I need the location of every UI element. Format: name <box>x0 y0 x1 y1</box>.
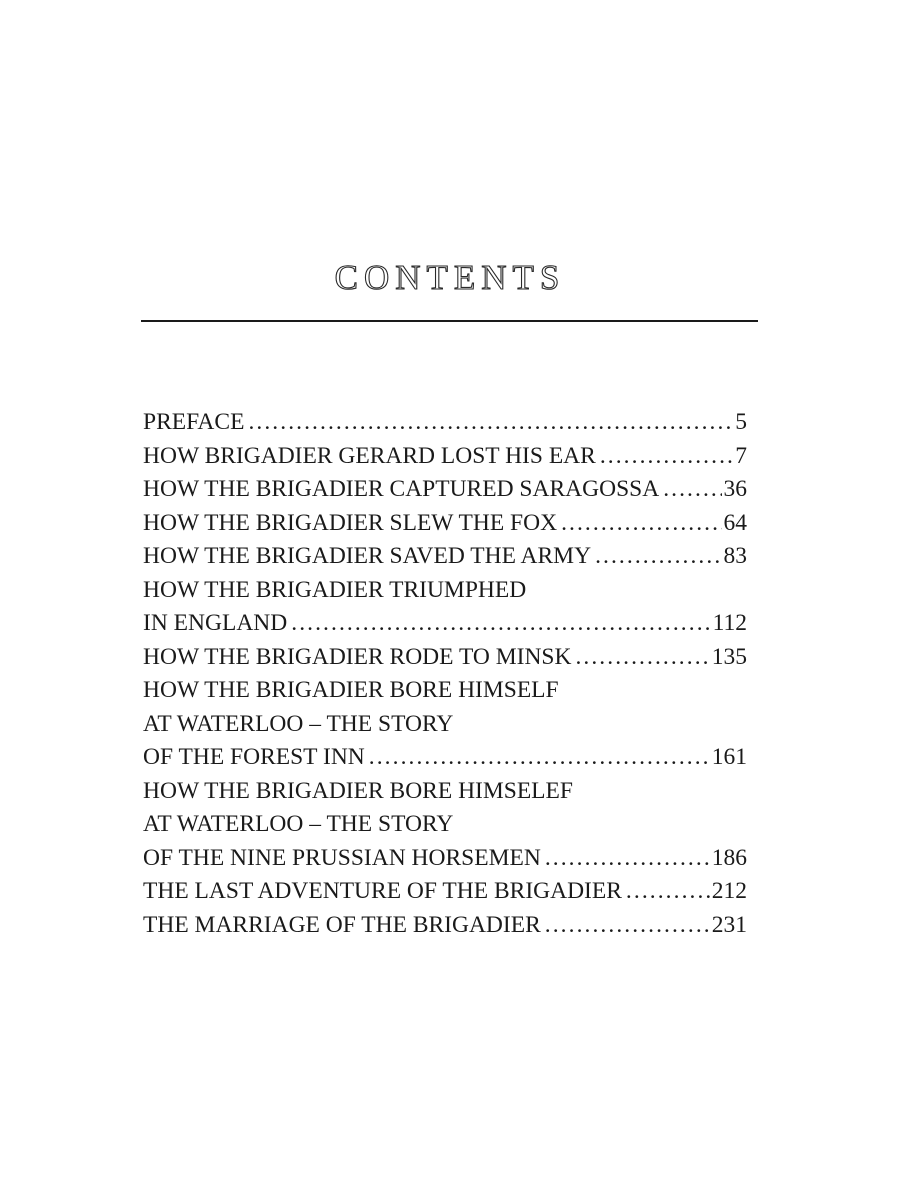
toc-entry-title: HOW THE BRIGADIER BORE HIMSELEF <box>143 777 573 804</box>
toc-entry <box>143 440 747 474</box>
toc-page-number: 135 <box>711 643 747 670</box>
toc-entry <box>143 909 747 943</box>
toc-page-number: 36 <box>723 476 747 502</box>
toc-entry-title: HOW BRIGADIER GERARD LOST HIS EAR <box>143 442 596 469</box>
toc-page-number: 83 <box>723 543 747 569</box>
toc-entry-line <box>143 875 747 909</box>
toc-entry-title: OF THE FOREST INN <box>143 744 365 770</box>
toc-page-number: 112 <box>712 610 747 636</box>
toc-entry-title: HOW THE BRIGADIER CAPTURED SARAGOSSA <box>143 476 660 502</box>
dot-leader <box>561 507 721 541</box>
toc-page-number: 64 <box>723 509 747 536</box>
dot-leader <box>575 641 709 675</box>
toc-entry <box>143 507 747 541</box>
toc-entry-title: THE MARRIAGE OF THE BRIGADIER <box>143 911 541 938</box>
page-title: CONTENTS <box>334 258 566 297</box>
toc-entry-title: HOW THE BRIGADIER RODE TO MINSK <box>143 643 572 670</box>
toc-page-number: 212 <box>711 878 747 904</box>
toc-entry-line <box>143 708 747 742</box>
dot-leader <box>369 741 710 775</box>
toc-entry-title: THE LAST ADVENTURE OF THE BRIGADIER <box>143 878 622 904</box>
toc-entry <box>143 775 747 876</box>
toc-entry <box>143 641 747 675</box>
toc-entry-line <box>143 775 747 809</box>
toc-entry <box>143 574 747 641</box>
toc-entry-title: PREFACE <box>143 409 245 435</box>
toc-entry-line <box>143 909 747 943</box>
toc-entry-title: HOW THE BRIGADIER BORE HIMSELF <box>143 677 559 703</box>
table-of-contents <box>143 406 747 942</box>
toc-page-number: 7 <box>735 442 747 469</box>
toc-page-number: 5 <box>735 409 747 435</box>
toc-entry <box>143 473 747 507</box>
toc-entry-line <box>143 808 747 842</box>
toc-page-number: 186 <box>711 844 747 871</box>
dot-leader <box>545 909 710 943</box>
toc-entry-line <box>143 842 747 876</box>
toc-entry <box>143 540 747 574</box>
toc-entry-title: IN ENGLAND <box>143 610 288 636</box>
dot-leader <box>600 440 733 474</box>
toc-entry-line <box>143 406 747 440</box>
toc-entry-line <box>143 540 747 574</box>
toc-entry <box>143 674 747 775</box>
toc-entry-line <box>143 607 747 641</box>
toc-entry <box>143 406 747 440</box>
toc-entry-line <box>143 674 747 708</box>
toc-page-number: 231 <box>711 911 747 938</box>
dot-leader <box>291 607 710 641</box>
toc-entry-line <box>143 473 747 507</box>
toc-entry <box>143 875 747 909</box>
dot-leader <box>595 540 721 574</box>
toc-entry-line <box>143 507 747 541</box>
toc-entry-line <box>143 574 747 608</box>
toc-entry-line <box>143 741 747 775</box>
dot-leader <box>248 406 733 440</box>
toc-entry-line <box>143 641 747 675</box>
toc-page-number: 161 <box>711 744 747 770</box>
toc-entry-title: OF THE NINE PRUSSIAN HORSEMEN <box>143 844 541 871</box>
toc-entry-title: HOW THE BRIGADIER SAVED THE ARMY <box>143 543 592 569</box>
toc-entry-title: AT WATERLOO – THE STORY <box>143 811 454 837</box>
toc-entry-title: HOW THE BRIGADIER SLEW THE FOX <box>143 509 558 536</box>
title-rule <box>141 320 758 322</box>
toc-entry-line <box>143 440 747 474</box>
dot-leader <box>663 473 721 507</box>
toc-entry-title: HOW THE BRIGADIER TRIUMPHED <box>143 576 527 603</box>
dot-leader <box>545 842 710 876</box>
toc-entry-title: AT WATERLOO – THE STORY <box>143 710 454 737</box>
dot-leader <box>626 875 710 909</box>
